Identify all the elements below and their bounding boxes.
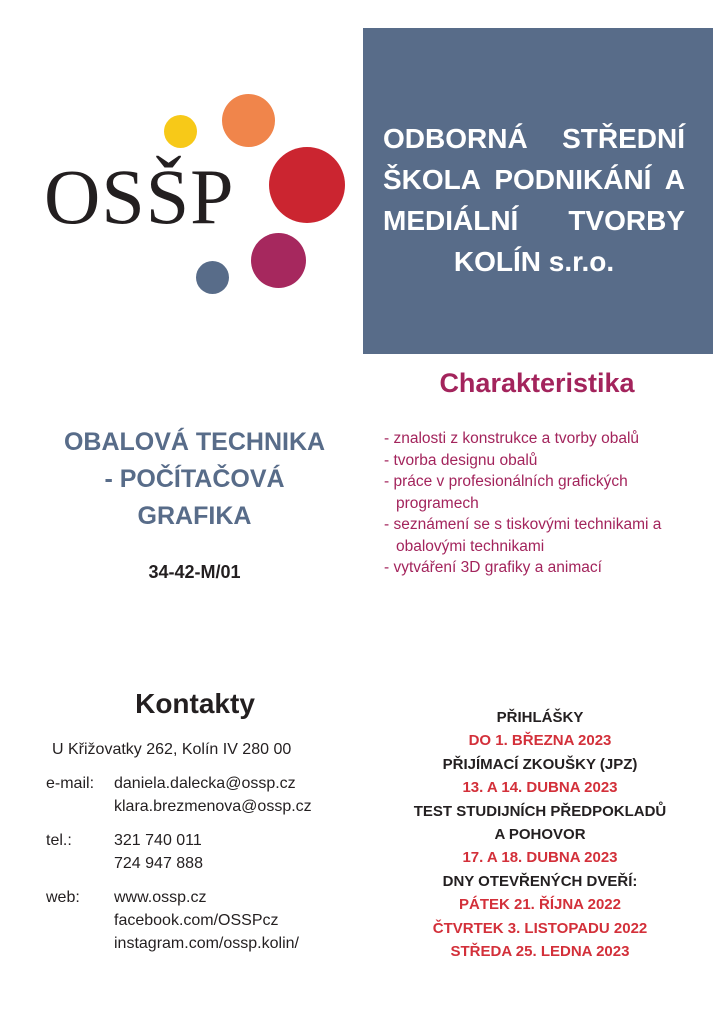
logo-dot-purple bbox=[251, 233, 306, 288]
entrance-exams-date: 13. A 14. DUBNA 2023 bbox=[462, 779, 618, 797]
logo-dot-orange bbox=[222, 94, 275, 147]
school-name: ODBORNÁ STŘEDNÍ ŠKOLA PODNIKÁNÍ A MEDIÁLNÍ TVORBY KOLÍN s.r.o. bbox=[383, 123, 685, 277]
logo-dot-yellow bbox=[164, 115, 197, 148]
characteristics-heading: Charakteristika bbox=[439, 368, 635, 398]
list-item: - práce v profesionálních grafických programech bbox=[384, 473, 628, 512]
logo-dot-blue bbox=[196, 261, 229, 294]
list-item: - znalosti z konstrukce a tvorby obalů bbox=[384, 430, 640, 447]
phone-number: 724 947 888 bbox=[114, 855, 203, 872]
facebook-link[interactable]: facebook.com/OSSPcz bbox=[114, 912, 279, 929]
logo-dot-red bbox=[269, 147, 345, 223]
open-days-label: DNY OTEVŘENÝCH DVEŘÍ: bbox=[442, 872, 638, 890]
phone-number: 321 740 011 bbox=[114, 832, 202, 849]
entrance-exams-label: PŘIJÍMACÍ ZKOUŠKY (JPZ) bbox=[442, 755, 638, 773]
list-item: - vytváření 3D grafiky a animací bbox=[384, 559, 602, 576]
program-title-line: - POČÍTAČOVÁ bbox=[104, 465, 285, 493]
applications-label: PŘIHLÁŠKY bbox=[496, 709, 584, 726]
important-dates bbox=[380, 706, 700, 963]
aptitude-test-date: 17. A 18. DUBNA 2023 bbox=[462, 849, 618, 867]
program-title-line: GRAFIKA bbox=[137, 502, 252, 530]
web-label: web: bbox=[46, 889, 80, 906]
logo-wordmark: OSŠP bbox=[44, 153, 235, 240]
email-link[interactable]: klara.brezmenova@ossp.cz bbox=[114, 798, 312, 815]
address: U Křižovatky 262, Kolín IV 280 00 bbox=[52, 741, 292, 758]
contacts-heading: Kontakty bbox=[135, 688, 255, 719]
open-day-date: STŘEDA 25. LEDNA 2023 bbox=[450, 943, 630, 961]
open-day-date: PÁTEK 21. ŘÍJNA 2022 bbox=[458, 896, 621, 914]
email-link[interactable]: daniela.dalecka@ossp.cz bbox=[114, 775, 296, 792]
program-title bbox=[42, 424, 347, 535]
instagram-link[interactable]: instagram.com/ossp.kolin/ bbox=[114, 935, 299, 952]
aptitude-test-label: A POHOVOR bbox=[494, 826, 586, 844]
open-day-date: ČTVRTEK 3. LISTOPADU 2022 bbox=[432, 919, 648, 937]
list-item: - seznámení se s tiskovými technikami a obalovými technikami bbox=[384, 516, 662, 555]
header-panel bbox=[363, 28, 713, 354]
aptitude-test-label: TEST STUDIJNÍCH PŘEDPOKLADŮ bbox=[413, 802, 667, 820]
applications-date: DO 1. BŘEZNA 2023 bbox=[468, 732, 612, 750]
email-label: e-mail: bbox=[46, 775, 95, 792]
characteristics-list bbox=[384, 428, 684, 579]
phone-label: tel.: bbox=[46, 832, 72, 849]
program-title-line: OBALOVÁ TECHNIKA bbox=[63, 428, 326, 456]
program-code: 34-42-M/01 bbox=[148, 562, 241, 582]
website-link[interactable]: www.ossp.cz bbox=[114, 889, 207, 906]
list-item: - tvorba designu obalů bbox=[384, 451, 538, 469]
